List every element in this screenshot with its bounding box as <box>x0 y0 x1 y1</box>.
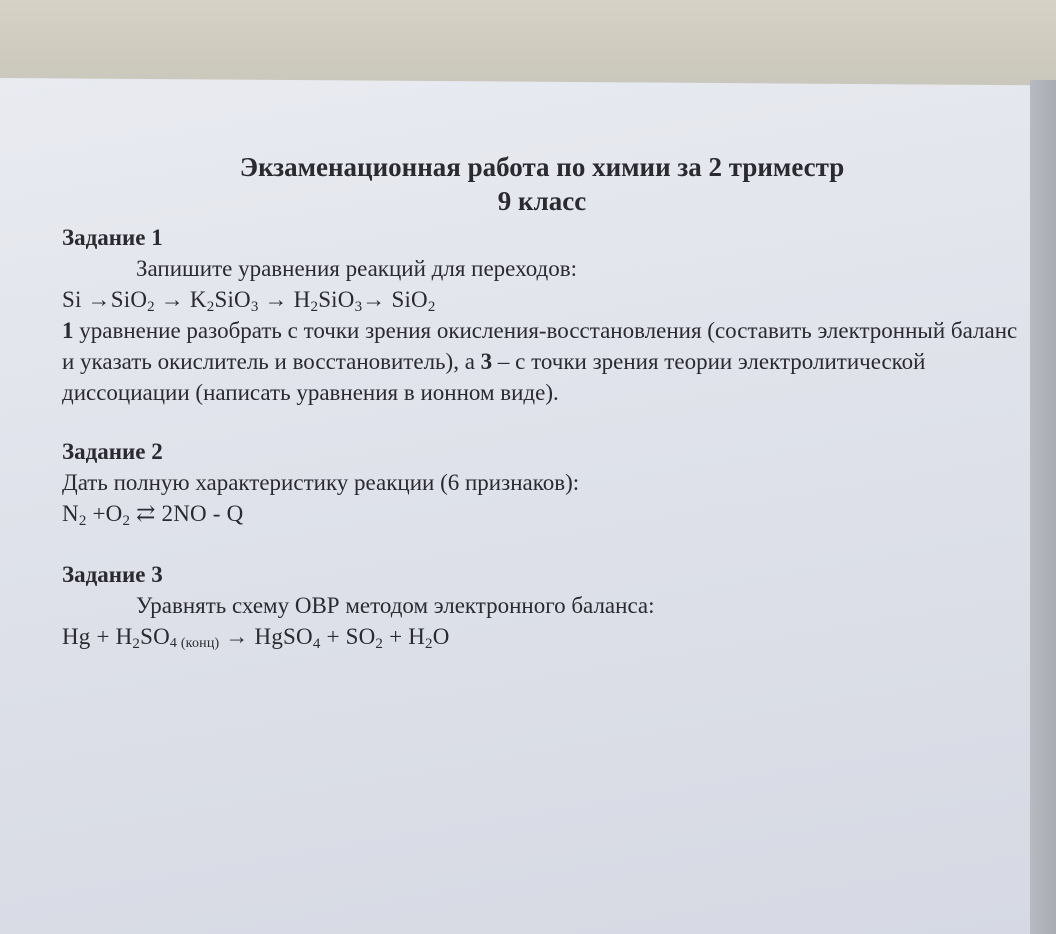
chain-sub: 2 <box>206 299 215 315</box>
chain-part: SiO <box>214 287 251 312</box>
eq-sub: 2 <box>132 636 141 652</box>
chain-part: → K <box>154 287 207 312</box>
task1-details-text-2: – с точки зрения теории электролитической диссоциации (написать уравнения в ионном виде). <box>62 349 926 405</box>
eq-sub: 2 <box>375 636 384 652</box>
chain-sub: 2 <box>147 299 155 315</box>
task2-equation <box>62 498 1022 529</box>
chain-part: Si →SiO <box>62 287 148 312</box>
eq-part: → HgSO <box>219 624 313 649</box>
spacer <box>62 408 1022 436</box>
eq-sub: 2 <box>122 513 131 529</box>
eq-sub: 4 (конц) <box>169 636 220 651</box>
task1-details-text: уравнение разобрать с точки зрения окисления-восстановления (составить электронный баланс и указать окислитель и восстановитель), а <box>62 318 1018 374</box>
eq-part: + SO <box>320 624 376 649</box>
chain-part: SiO <box>318 287 355 312</box>
task3-equation <box>62 621 1022 652</box>
task1-heading: Задание 1 <box>62 225 163 250</box>
equation-number-3: 3 <box>480 349 493 374</box>
background-surface <box>0 0 1056 90</box>
paper-stack-edge <box>1030 80 1056 934</box>
eq-sub: 2 <box>78 513 87 529</box>
task3-instruction: Уравнять схему ОВР методом электронного баланса: <box>136 593 655 618</box>
eq-sub: 4 <box>312 636 321 652</box>
chain-sub: 3 <box>250 299 259 315</box>
eq-part: O <box>432 624 450 649</box>
chain-sub: 3 <box>354 299 363 315</box>
chain-sub: 2 <box>310 299 319 315</box>
eq-part: ⇄ 2NO - Q <box>130 501 244 526</box>
eq-sub: 2 <box>425 636 433 652</box>
grade-label: 9 класс <box>497 186 587 216</box>
eq-part: +O <box>86 501 123 526</box>
eq-part: Hg + H <box>62 624 133 649</box>
eq-part: + H <box>383 624 426 649</box>
eq-part: N <box>62 501 79 526</box>
chain-part: → H <box>258 287 311 312</box>
task1-instruction: Запишите уравнения реакций для переходов: <box>136 256 577 281</box>
spacer <box>62 529 1022 559</box>
task2-heading: Задание 2 <box>62 439 163 464</box>
task2-instruction: Дать полную характеристику реакции (6 признаков): <box>62 470 580 495</box>
task3-heading: Задание 3 <box>62 562 163 587</box>
document-body <box>62 150 1022 652</box>
page-title: Экзаменационная работа по химии за 2 триместр <box>239 152 845 182</box>
chain-part: → SiO <box>362 287 428 312</box>
eq-part: SO <box>140 624 170 649</box>
task1-chain <box>62 284 1022 315</box>
task1-details <box>62 315 1022 408</box>
chain-sub: 2 <box>427 299 436 315</box>
equation-number-1: 1 <box>62 318 74 343</box>
